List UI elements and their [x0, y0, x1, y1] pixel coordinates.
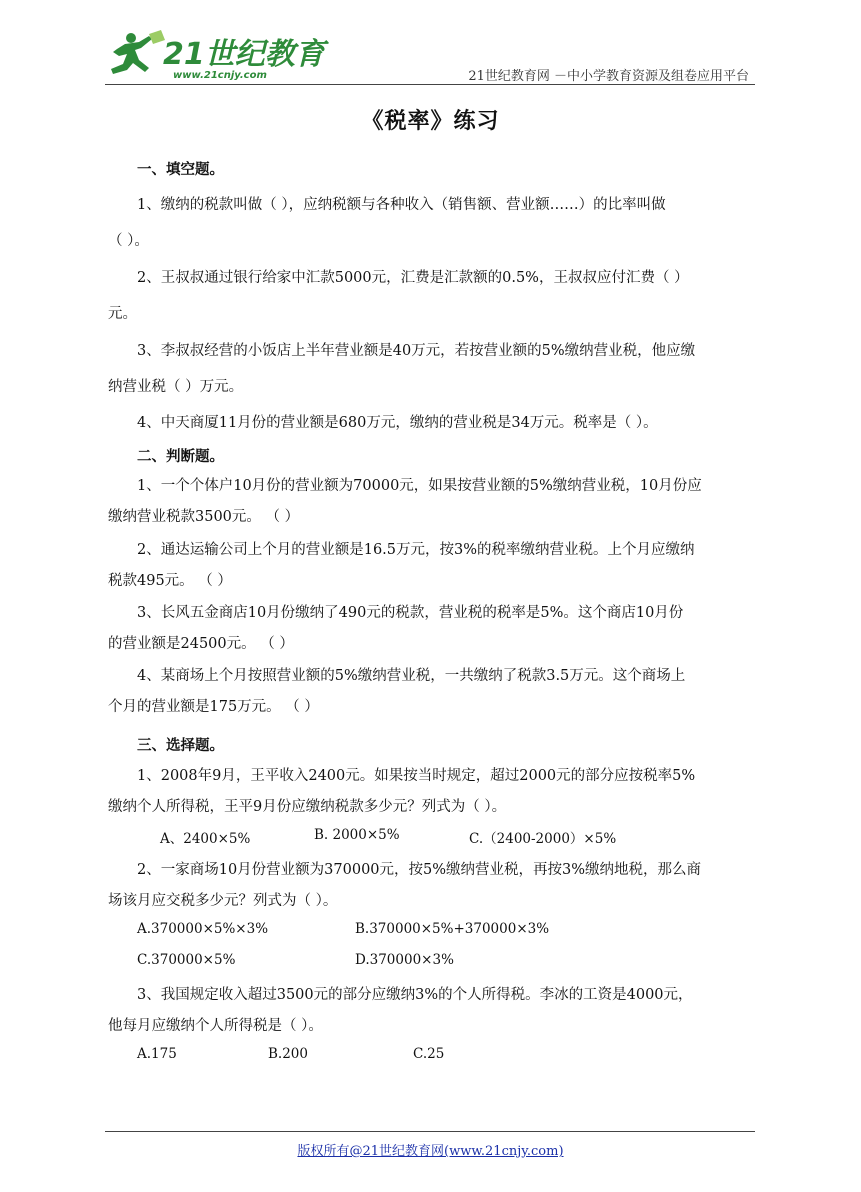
- option-c: C.25: [413, 1046, 445, 1062]
- page-title: 《税率》练习: [361, 109, 500, 134]
- site-logo: [105, 28, 325, 84]
- question-line: 的营业额是24500元。 （ ）: [108, 636, 294, 652]
- question-line: （ ）。: [108, 233, 149, 249]
- section-heading-true-false: 二、判断题。: [137, 449, 224, 465]
- svg-text:21世纪教育: 21世纪教育: [163, 37, 325, 72]
- option-a: A、2400×5%: [160, 831, 251, 847]
- question-line: 缴纳营业税款3500元。 （ ）: [108, 509, 300, 525]
- option-b: B.370000×5%+370000×3%: [355, 921, 550, 937]
- option-a: A.370000×5%×3%: [137, 921, 269, 937]
- question-line: 4、某商场上个月按照营业额的5%缴纳营业税，一共缴纳了税款3.5万元。这个商场上: [137, 668, 686, 684]
- svg-text:www.21cnjy.com: www.21cnjy.com: [173, 70, 267, 81]
- question-line: 1、2008年9月，王平收入2400元。如果按当时规定，超过2000元的部分应按税率5%: [137, 768, 696, 784]
- question-line: 元。: [108, 306, 137, 322]
- question-line: 场该月应交税多少元？列式为（ ）。: [108, 893, 338, 909]
- site-tagline: 21世纪教育网 －中小学教育资源及组卷应用平台: [468, 69, 749, 84]
- header-divider: [105, 84, 755, 85]
- question-line: 2、一家商场10月份营业额为370000元，按5%缴纳营业税，再按3%缴纳地税，那么商: [137, 862, 702, 878]
- question-line: 4、中天商厦11月份的营业额是680万元，缴纳的营业税是34万元。税率是（ ）。: [137, 415, 658, 431]
- option-c: C.370000×5%: [137, 952, 236, 968]
- question-line: 2、通达运输公司上个月的营业额是16.5万元，按3%的税率缴纳营业税。上个月应缴纳: [137, 542, 695, 558]
- section-heading-multiple-choice: 三、选择题。: [137, 738, 224, 754]
- question-line: 税款495元。 （ ）: [108, 573, 232, 589]
- question-line: 1、一个个体户10月份的营业额为70000元，如果按营业额的5%缴纳营业税，10月份应: [137, 478, 702, 494]
- option-d: D.370000×3%: [355, 952, 454, 968]
- page-header: [0, 0, 861, 90]
- copyright-link[interactable]: 版权所有@21世纪教育网(www.21cnjy.com): [297, 1144, 564, 1159]
- section-heading-fill-blank: 一、填空题。: [137, 162, 224, 178]
- option-c: C.（2400-2000）×5%: [469, 831, 617, 847]
- question-line: 3、我国规定收入超过3500元的部分应缴纳3%的个人所得税。李冰的工资是4000元，: [137, 987, 693, 1003]
- option-a: A.175: [137, 1046, 177, 1062]
- option-b: B. 2000×5%: [314, 827, 400, 843]
- question-line: 3、长风五金商店10月份缴纳了490元的税款，营业税的税率是5%。这个商店10月份: [137, 605, 684, 621]
- question-line: 缴纳个人所得税，王平9月份应缴纳税款多少元？列式为（ ）。: [108, 799, 507, 815]
- question-line: 他每月应缴纳个人所得税是（ ）。: [108, 1018, 323, 1034]
- runner-icon: [111, 33, 152, 74]
- question-line: 1、缴纳的税款叫做（ ），应纳税额与各种收入（销售额、营业额……）的比率叫做: [137, 197, 666, 213]
- question-line: 个月的营业额是175万元。 （ ）: [108, 699, 319, 715]
- question-line: 2、王叔叔通过银行给家中汇款5000元，汇费是汇款额的0.5%，王叔叔应付汇费（ ）: [137, 270, 689, 286]
- question-line: 纳营业税（ ）万元。: [108, 379, 244, 395]
- question-line: 3、李叔叔经营的小饭店上半年营业额是40万元，若按营业额的5%缴纳营业税，他应缴: [137, 343, 696, 359]
- option-b: B.200: [268, 1046, 308, 1062]
- footer-divider: [105, 1131, 755, 1132]
